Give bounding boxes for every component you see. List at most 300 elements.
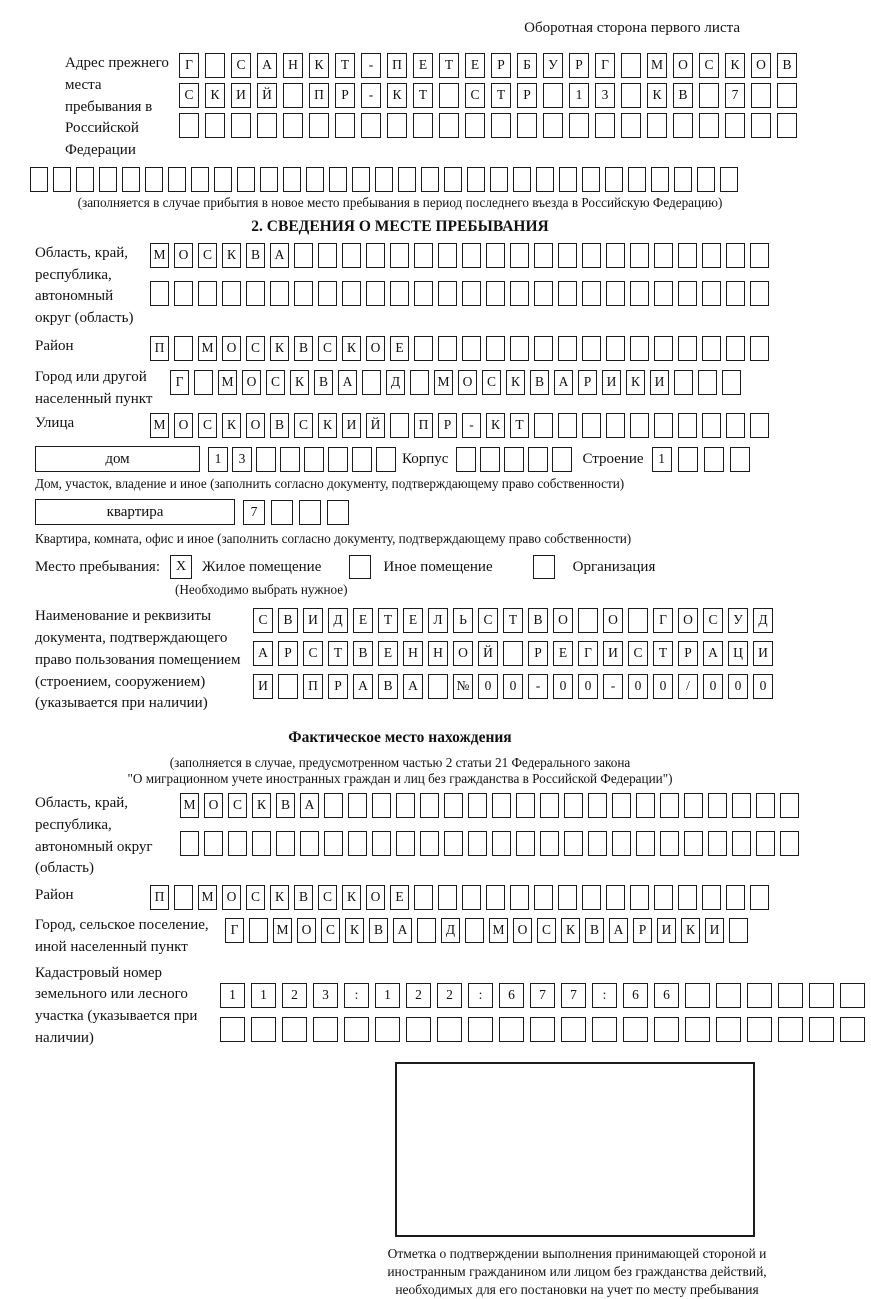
char-cell[interactable]: 2 (437, 983, 462, 1008)
char-cell[interactable] (720, 167, 738, 192)
char-cell[interactable] (582, 243, 601, 268)
char-cell[interactable] (299, 500, 321, 525)
char-cell[interactable] (630, 413, 649, 438)
char-cell[interactable] (569, 113, 589, 138)
char-cell[interactable]: 6 (654, 983, 679, 1008)
char-cell[interactable]: М (198, 885, 217, 910)
char-cell[interactable] (306, 167, 324, 192)
char-cell[interactable]: О (222, 885, 241, 910)
char-cell[interactable] (751, 83, 771, 108)
char-cell[interactable]: А (257, 53, 277, 78)
char-cell[interactable] (413, 113, 433, 138)
char-cell[interactable] (564, 793, 583, 818)
char-cell[interactable]: 0 (478, 674, 498, 699)
char-cell[interactable] (685, 1017, 710, 1042)
char-cell[interactable]: И (231, 83, 251, 108)
char-cell[interactable]: С (266, 370, 285, 395)
char-cell[interactable] (205, 53, 225, 78)
char-cell[interactable]: 0 (728, 674, 748, 699)
char-cell[interactable] (510, 281, 529, 306)
char-cell[interactable]: К (345, 918, 364, 943)
char-cell[interactable] (246, 281, 265, 306)
char-cell[interactable]: И (603, 641, 623, 666)
char-cell[interactable]: 1 (251, 983, 276, 1008)
char-cell[interactable] (558, 413, 577, 438)
char-cell[interactable] (582, 167, 600, 192)
char-cell[interactable] (552, 447, 572, 472)
char-cell[interactable] (214, 167, 232, 192)
char-cell[interactable] (606, 336, 625, 361)
char-cell[interactable] (468, 1017, 493, 1042)
char-cell[interactable] (414, 336, 433, 361)
char-cell[interactable]: М (434, 370, 453, 395)
char-cell[interactable] (612, 831, 631, 856)
char-cell[interactable] (168, 167, 186, 192)
char-cell[interactable]: К (486, 413, 505, 438)
char-cell[interactable]: С (318, 336, 337, 361)
char-cell[interactable] (605, 167, 623, 192)
char-cell[interactable]: 3 (595, 83, 615, 108)
char-cell[interactable] (780, 793, 799, 818)
char-cell[interactable]: С (321, 918, 340, 943)
char-cell[interactable] (606, 413, 625, 438)
char-cell[interactable] (352, 167, 370, 192)
char-cell[interactable] (191, 167, 209, 192)
char-cell[interactable] (437, 1017, 462, 1042)
char-cell[interactable] (278, 674, 298, 699)
char-cell[interactable]: О (553, 608, 573, 633)
char-cell[interactable]: Р (528, 641, 548, 666)
char-cell[interactable]: А (270, 243, 289, 268)
char-cell[interactable]: 0 (578, 674, 598, 699)
char-cell[interactable]: С (228, 793, 247, 818)
char-cell[interactable] (396, 831, 415, 856)
char-cell[interactable]: А (703, 641, 723, 666)
char-cell[interactable] (559, 167, 577, 192)
char-cell[interactable] (324, 831, 343, 856)
char-cell[interactable] (678, 336, 697, 361)
char-cell[interactable]: / (678, 674, 698, 699)
char-cell[interactable]: М (273, 918, 292, 943)
char-cell[interactable]: Г (179, 53, 199, 78)
char-cell[interactable] (697, 167, 715, 192)
char-cell[interactable] (491, 113, 511, 138)
char-cell[interactable] (194, 370, 213, 395)
char-cell[interactable] (582, 413, 601, 438)
char-cell[interactable] (623, 1017, 648, 1042)
char-cell[interactable] (756, 793, 775, 818)
char-cell[interactable]: Ь (453, 608, 473, 633)
char-cell[interactable] (30, 167, 48, 192)
char-cell[interactable] (414, 885, 433, 910)
char-cell[interactable] (678, 447, 698, 472)
char-cell[interactable] (237, 167, 255, 192)
char-cell[interactable] (630, 336, 649, 361)
char-cell[interactable]: П (303, 674, 323, 699)
char-cell[interactable]: : (468, 983, 493, 1008)
char-cell[interactable] (257, 113, 277, 138)
char-cell[interactable] (684, 793, 703, 818)
char-cell[interactable] (375, 167, 393, 192)
char-cell[interactable] (780, 831, 799, 856)
char-cell[interactable] (220, 1017, 245, 1042)
char-cell[interactable] (342, 243, 361, 268)
char-cell[interactable] (270, 281, 289, 306)
char-cell[interactable] (468, 793, 487, 818)
char-cell[interactable]: В (673, 83, 693, 108)
char-cell[interactable] (348, 831, 367, 856)
char-cell[interactable] (747, 983, 772, 1008)
char-cell[interactable] (456, 447, 476, 472)
char-cell[interactable] (344, 1017, 369, 1042)
char-cell[interactable] (732, 831, 751, 856)
char-cell[interactable]: И (705, 918, 724, 943)
char-cell[interactable] (750, 281, 769, 306)
char-cell[interactable] (398, 167, 416, 192)
char-cell[interactable]: С (703, 608, 723, 633)
char-cell[interactable]: О (297, 918, 316, 943)
char-cell[interactable] (294, 243, 313, 268)
char-cell[interactable] (304, 447, 324, 472)
char-cell[interactable]: А (554, 370, 573, 395)
char-cell[interactable]: А (300, 793, 319, 818)
char-cell[interactable]: Б (517, 53, 537, 78)
char-cell[interactable] (778, 983, 803, 1008)
char-cell[interactable]: Т (491, 83, 511, 108)
char-cell[interactable] (76, 167, 94, 192)
char-cell[interactable] (630, 885, 649, 910)
char-cell[interactable] (387, 113, 407, 138)
char-cell[interactable] (678, 885, 697, 910)
char-cell[interactable] (558, 281, 577, 306)
char-cell[interactable] (396, 793, 415, 818)
char-cell[interactable] (222, 281, 241, 306)
char-cell[interactable] (708, 793, 727, 818)
char-cell[interactable] (420, 831, 439, 856)
char-cell[interactable] (328, 447, 348, 472)
char-cell[interactable]: А (393, 918, 412, 943)
char-cell[interactable] (751, 113, 771, 138)
char-cell[interactable] (462, 243, 481, 268)
char-cell[interactable]: 7 (530, 983, 555, 1008)
char-cell[interactable] (503, 641, 523, 666)
char-cell[interactable] (260, 167, 278, 192)
char-cell[interactable] (231, 113, 251, 138)
char-cell[interactable] (366, 281, 385, 306)
char-cell[interactable]: П (414, 413, 433, 438)
char-cell[interactable] (750, 413, 769, 438)
char-cell[interactable] (283, 167, 301, 192)
char-cell[interactable] (840, 983, 865, 1008)
char-cell[interactable] (444, 167, 462, 192)
char-cell[interactable] (252, 831, 271, 856)
char-cell[interactable]: 7 (243, 500, 265, 525)
char-cell[interactable]: 0 (628, 674, 648, 699)
char-cell[interactable] (490, 167, 508, 192)
char-cell[interactable] (660, 793, 679, 818)
char-cell[interactable]: 0 (703, 674, 723, 699)
char-cell[interactable]: 0 (553, 674, 573, 699)
char-cell[interactable] (414, 281, 433, 306)
char-cell[interactable]: А (253, 641, 273, 666)
char-cell[interactable] (726, 281, 745, 306)
char-cell[interactable]: 6 (623, 983, 648, 1008)
char-cell[interactable]: В (777, 53, 797, 78)
char-cell[interactable]: Г (225, 918, 244, 943)
char-cell[interactable] (750, 336, 769, 361)
char-cell[interactable] (777, 83, 797, 108)
char-cell[interactable] (204, 831, 223, 856)
char-cell[interactable]: К (626, 370, 645, 395)
char-cell[interactable] (702, 243, 721, 268)
char-cell[interactable] (702, 413, 721, 438)
char-cell[interactable] (628, 608, 648, 633)
char-cell[interactable] (540, 831, 559, 856)
char-cell[interactable] (722, 370, 741, 395)
char-cell[interactable] (732, 793, 751, 818)
char-cell[interactable] (582, 885, 601, 910)
char-cell[interactable] (606, 281, 625, 306)
checkbox-residential[interactable]: X (170, 555, 192, 579)
char-cell[interactable] (462, 885, 481, 910)
char-cell[interactable]: 1 (220, 983, 245, 1008)
char-cell[interactable]: Т (413, 83, 433, 108)
char-cell[interactable] (283, 83, 303, 108)
char-cell[interactable] (750, 885, 769, 910)
char-cell[interactable]: О (453, 641, 473, 666)
char-cell[interactable]: В (314, 370, 333, 395)
char-cell[interactable] (462, 281, 481, 306)
char-cell[interactable]: П (150, 336, 169, 361)
char-cell[interactable] (582, 336, 601, 361)
char-cell[interactable] (122, 167, 140, 192)
char-cell[interactable]: В (369, 918, 388, 943)
char-cell[interactable]: № (453, 674, 473, 699)
char-cell[interactable] (280, 447, 300, 472)
char-cell[interactable]: И (602, 370, 621, 395)
char-cell[interactable] (612, 793, 631, 818)
char-cell[interactable] (702, 336, 721, 361)
char-cell[interactable] (318, 243, 337, 268)
char-cell[interactable]: 2 (282, 983, 307, 1008)
char-cell[interactable] (410, 370, 429, 395)
char-cell[interactable] (534, 281, 553, 306)
char-cell[interactable] (698, 370, 717, 395)
char-cell[interactable] (685, 983, 710, 1008)
char-cell[interactable] (621, 113, 641, 138)
char-cell[interactable] (530, 1017, 555, 1042)
char-cell[interactable] (372, 793, 391, 818)
char-cell[interactable] (462, 336, 481, 361)
char-cell[interactable] (198, 281, 217, 306)
char-cell[interactable]: С (179, 83, 199, 108)
char-cell[interactable] (327, 500, 349, 525)
char-cell[interactable] (647, 113, 667, 138)
char-cell[interactable] (636, 793, 655, 818)
char-cell[interactable] (777, 113, 797, 138)
char-cell[interactable]: Р (569, 53, 589, 78)
char-cell[interactable] (439, 113, 459, 138)
char-cell[interactable]: 1 (652, 447, 672, 472)
char-cell[interactable]: Н (428, 641, 448, 666)
char-cell[interactable]: К (222, 413, 241, 438)
char-cell[interactable] (174, 885, 193, 910)
char-cell[interactable]: О (246, 413, 265, 438)
char-cell[interactable]: М (198, 336, 217, 361)
char-cell[interactable]: 2 (406, 983, 431, 1008)
char-cell[interactable]: Р (678, 641, 698, 666)
char-cell[interactable] (420, 793, 439, 818)
char-cell[interactable] (342, 281, 361, 306)
char-cell[interactable]: К (342, 885, 361, 910)
char-cell[interactable]: Н (283, 53, 303, 78)
char-cell[interactable] (251, 1017, 276, 1042)
char-cell[interactable] (540, 793, 559, 818)
char-cell[interactable] (654, 281, 673, 306)
char-cell[interactable]: К (270, 336, 289, 361)
char-cell[interactable]: Е (353, 608, 373, 633)
char-cell[interactable] (702, 281, 721, 306)
char-cell[interactable]: В (276, 793, 295, 818)
char-cell[interactable] (588, 831, 607, 856)
char-cell[interactable]: Д (386, 370, 405, 395)
char-cell[interactable]: - (528, 674, 548, 699)
char-cell[interactable]: В (246, 243, 265, 268)
char-cell[interactable] (510, 336, 529, 361)
char-cell[interactable]: В (270, 413, 289, 438)
char-cell[interactable]: Т (510, 413, 529, 438)
char-cell[interactable] (636, 831, 655, 856)
char-cell[interactable] (534, 243, 553, 268)
char-cell[interactable] (606, 885, 625, 910)
char-cell[interactable] (362, 370, 381, 395)
char-cell[interactable]: У (543, 53, 563, 78)
char-cell[interactable] (421, 167, 439, 192)
char-cell[interactable]: М (218, 370, 237, 395)
char-cell[interactable]: С (303, 641, 323, 666)
char-cell[interactable]: К (290, 370, 309, 395)
char-cell[interactable] (684, 831, 703, 856)
char-cell[interactable]: 0 (753, 674, 773, 699)
char-cell[interactable]: Д (753, 608, 773, 633)
char-cell[interactable] (99, 167, 117, 192)
char-cell[interactable] (468, 831, 487, 856)
char-cell[interactable] (654, 336, 673, 361)
char-cell[interactable] (699, 113, 719, 138)
char-cell[interactable]: Р (335, 83, 355, 108)
char-cell[interactable]: А (338, 370, 357, 395)
char-cell[interactable] (630, 281, 649, 306)
char-cell[interactable]: Т (335, 53, 355, 78)
char-cell[interactable]: О (513, 918, 532, 943)
char-cell[interactable]: Р (491, 53, 511, 78)
char-cell[interactable] (179, 113, 199, 138)
char-cell[interactable]: А (353, 674, 373, 699)
char-cell[interactable] (335, 113, 355, 138)
char-cell[interactable]: И (753, 641, 773, 666)
char-cell[interactable] (390, 281, 409, 306)
char-cell[interactable]: 3 (232, 447, 252, 472)
char-cell[interactable] (390, 243, 409, 268)
char-cell[interactable]: Р (278, 641, 298, 666)
char-cell[interactable] (372, 831, 391, 856)
char-cell[interactable] (630, 243, 649, 268)
char-cell[interactable]: : (344, 983, 369, 1008)
char-cell[interactable]: М (647, 53, 667, 78)
char-cell[interactable]: Ц (728, 641, 748, 666)
char-cell[interactable] (271, 500, 293, 525)
char-cell[interactable] (621, 53, 641, 78)
char-cell[interactable]: В (530, 370, 549, 395)
char-cell[interactable] (517, 113, 537, 138)
char-cell[interactable]: О (174, 413, 193, 438)
char-cell[interactable]: С (628, 641, 648, 666)
char-cell[interactable] (348, 793, 367, 818)
char-cell[interactable] (499, 1017, 524, 1042)
char-cell[interactable]: О (678, 608, 698, 633)
char-cell[interactable] (678, 281, 697, 306)
char-cell[interactable]: Т (439, 53, 459, 78)
char-cell[interactable]: Т (653, 641, 673, 666)
char-cell[interactable]: И (650, 370, 669, 395)
char-cell[interactable]: А (609, 918, 628, 943)
char-cell[interactable] (465, 918, 484, 943)
char-cell[interactable]: - (603, 674, 623, 699)
char-cell[interactable]: Г (170, 370, 189, 395)
char-cell[interactable]: Й (257, 83, 277, 108)
char-cell[interactable]: Е (390, 885, 409, 910)
char-cell[interactable]: С (537, 918, 556, 943)
char-cell[interactable]: С (294, 413, 313, 438)
char-cell[interactable] (510, 885, 529, 910)
char-cell[interactable] (276, 831, 295, 856)
char-cell[interactable] (673, 113, 693, 138)
char-cell[interactable]: Е (378, 641, 398, 666)
char-cell[interactable]: С (699, 53, 719, 78)
char-cell[interactable]: Е (553, 641, 573, 666)
char-cell[interactable]: Т (503, 608, 523, 633)
char-cell[interactable]: Г (578, 641, 598, 666)
char-cell[interactable]: Г (595, 53, 615, 78)
char-cell[interactable] (674, 167, 692, 192)
char-cell[interactable]: Р (517, 83, 537, 108)
char-cell[interactable]: 1 (208, 447, 228, 472)
char-cell[interactable] (486, 336, 505, 361)
char-cell[interactable]: - (361, 53, 381, 78)
char-cell[interactable]: : (592, 983, 617, 1008)
char-cell[interactable] (516, 831, 535, 856)
char-cell[interactable] (534, 413, 553, 438)
char-cell[interactable] (513, 167, 531, 192)
char-cell[interactable]: О (673, 53, 693, 78)
char-cell[interactable]: Е (413, 53, 433, 78)
char-cell[interactable] (428, 674, 448, 699)
char-cell[interactable] (309, 113, 329, 138)
char-cell[interactable]: С (318, 885, 337, 910)
char-cell[interactable] (300, 831, 319, 856)
char-cell[interactable] (444, 831, 463, 856)
char-cell[interactable]: К (222, 243, 241, 268)
char-cell[interactable]: Д (328, 608, 348, 633)
char-cell[interactable] (465, 113, 485, 138)
char-cell[interactable]: О (603, 608, 623, 633)
char-cell[interactable]: П (309, 83, 329, 108)
char-cell[interactable] (704, 447, 724, 472)
char-cell[interactable]: 7 (725, 83, 745, 108)
char-cell[interactable] (558, 336, 577, 361)
char-cell[interactable] (756, 831, 775, 856)
char-cell[interactable]: К (506, 370, 525, 395)
